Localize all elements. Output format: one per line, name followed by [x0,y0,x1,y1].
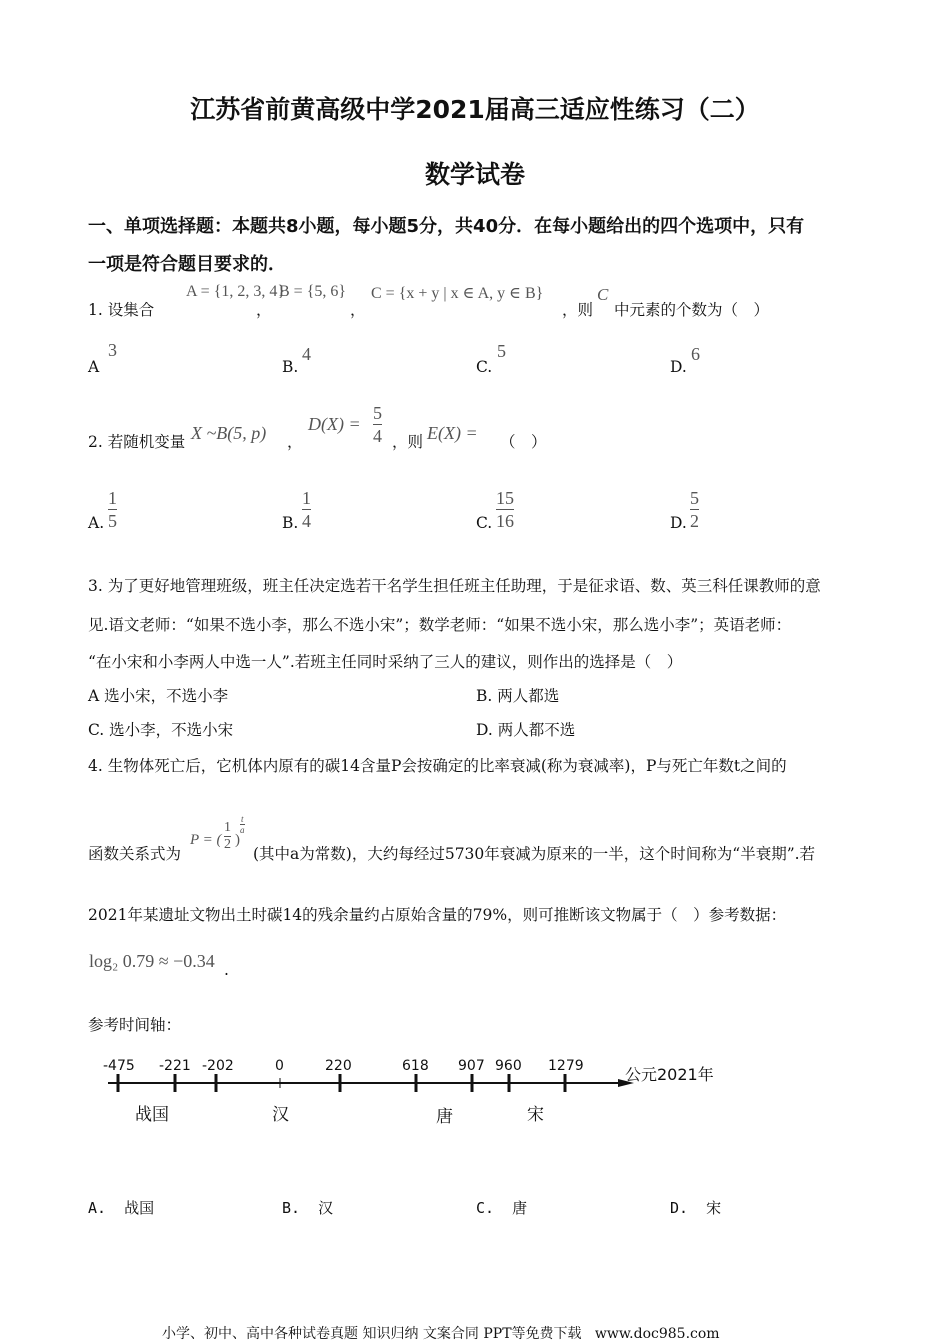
q4-option-c-text: 唐 [512,1199,528,1217]
q2-expectation: E(X) = [427,423,478,443]
q2-option-c-den: 16 [496,511,514,531]
q2-option-c-fraction [496,487,514,532]
q4-formula-den: 2 [224,837,231,852]
q4-line2-suffix: (其中a为常数)，大约每经过5730年衰减为原来的一半，这个时间称为“半衰期”.若 [253,845,816,863]
q4-option-a-label: A. [88,1199,107,1217]
q4-reference-dot: . [224,961,229,979]
footer [162,1323,720,1343]
q4-option-a[interactable] [88,1197,154,1218]
q4-option-b[interactable] [282,1197,333,1218]
q4-timeline-label: 参考时间轴： [88,1016,182,1034]
q4-option-d-text: 宋 [706,1199,722,1217]
exam-title: 江苏省前黄高级中学2021届高三适应性练习（二） [190,95,760,124]
q2-option-a-num: 1 [108,488,117,508]
timeline-tick-label: 220 [325,1058,352,1074]
q1-sep-2: ， [350,301,366,319]
exam-subtitle: 数学试卷 [424,160,525,189]
q3-option-d[interactable]: D. 两人都不选 [476,721,576,739]
q2-option-d-label[interactable]: D. [670,514,687,532]
q1-then: ，则 [562,301,594,319]
q3-line2: 见.语文老师：“如果不选小李，那么不选小宋”；数学老师：“如果不选小宋，那么选小李”；英语老师： [88,616,792,634]
q3-option-c[interactable]: C. 选小李，不选小宋 [88,721,234,739]
q2-variance-fraction [373,402,382,447]
q2-option-a-label[interactable]: A. [88,514,105,532]
q4-formula-close: ) [235,832,240,848]
q2-distribution: X ~B(5, p) [191,423,267,443]
q4-option-a-text: 战国 [124,1199,155,1217]
q4-line1: 4. 生物体死亡后，它机体内原有的碳14含量P会按确定的比率衰减(称为衰减率)，P与死亡年数t之间的 [88,757,787,775]
q3-line1: 3. 为了更好地管理班级，班主任决定选若干名学生担任班主任助理，于是征求语、数、英三科任课教师的意 [88,577,821,595]
q2-tail: （ ） [500,433,547,451]
q2-then: ，则 [392,433,424,451]
q2-option-d-num: 5 [690,488,699,508]
q4-option-d[interactable] [670,1197,721,1218]
timeline-tick-label: -475 [103,1058,135,1074]
q2-option-b-den: 4 [302,511,311,531]
q1-set-c: C = {x + y | x ∈ A, y ∈ B} [371,285,544,302]
q4-option-b-label: B. [282,1199,301,1217]
timeline-era-tang: 唐 [436,1107,453,1127]
q2-option-b-fraction [302,487,311,532]
q1-option-a-label[interactable]: A [88,358,100,376]
q2-variance-denominator: 4 [373,426,382,446]
q3-line3: “在小宋和小李两人中选一人”.若班主任同时采纳了三人的建议，则作出的选择是（ ） [88,653,683,671]
q1-option-b-value: 4 [302,344,311,364]
footer-url[interactable]: www.doc985.com [594,1326,720,1342]
q1-option-b-label[interactable]: B. [282,358,299,376]
timeline-end-label: 公元2021年 [625,1065,714,1084]
q2-option-d-fraction [690,487,699,532]
q4-formula-p: P = ( [190,832,222,848]
q4-exp-t: t [240,814,244,824]
q4-line2-prefix: 函数关系式为 [88,845,182,863]
q1-option-d-value: 6 [691,344,700,364]
q1-c: C [597,285,609,304]
section-heading-line2: 一项是符合题目要求的． [88,254,286,275]
timeline-tick-label: 907 [458,1058,485,1074]
q1-set-b: B = {5, 6} [279,283,347,300]
q4-formula-num: 1 [224,820,231,835]
reference-timeline [0,1050,950,1130]
timeline-era-han: 汉 [272,1105,289,1125]
q1-option-c-value: 5 [497,341,506,361]
q2-option-c-label[interactable]: C. [476,514,493,532]
timeline-tick-label: 0 [275,1058,284,1074]
q4-exp-a: a [240,825,245,835]
q2-option-d-den: 2 [690,511,699,531]
q1-set-a: A = {1, 2, 3, 4} [186,283,286,300]
q2-option-b-num: 1 [302,488,311,508]
timeline-tick-label: -221 [159,1058,191,1074]
q2-option-b-label[interactable]: B. [282,514,299,532]
q1-option-d-label[interactable]: D. [670,358,687,376]
q1-sep-1: ， [256,301,272,319]
q2-sep: ， [287,433,303,451]
q1-option-a-value: 3 [108,340,117,360]
q1-option-c-label[interactable]: C. [476,358,493,376]
q3-option-b[interactable]: B. 两人都选 [476,687,560,705]
q4-formula-fraction [224,820,231,853]
q4-option-c-label: C. [476,1199,495,1217]
q4-option-c[interactable] [476,1197,527,1218]
q1-prefix: 1. 设集合 [88,301,155,319]
q4-option-d-label: D. [670,1199,689,1217]
footer-text: 小学、初中、高中各种试卷真题 知识归纳 文案合同 PPT等免费下载 [162,1326,582,1342]
q2-prefix: 2. 若随机变量 [88,433,186,451]
q1-tail: 中元素的个数为（ ） [614,301,770,319]
timeline-tick-label: 960 [495,1058,522,1074]
timeline-tick-label: -202 [202,1058,234,1074]
q4-reference-math: log₂ 0.79 ≈ −0.34 [89,951,215,971]
q2-option-a-fraction [108,487,117,532]
section-heading-line1: 一、单项选择题：本题共8小题，每小题5分，共40分．在每小题给出的四个选项中，只有 [88,216,805,237]
timeline-era-song: 宋 [527,1105,544,1125]
q3-option-a[interactable]: A 选小宋，不选小李 [88,687,229,705]
q2-variance-numerator: 5 [373,403,382,423]
q4-option-b-text: 汉 [318,1199,334,1217]
q2-variance: D(X) = [308,414,361,434]
q2-option-a-den: 5 [108,511,117,531]
timeline-tick-label: 618 [402,1058,429,1074]
timeline-era-warring-states: 战国 [135,1105,169,1125]
q4-formula-exponent [240,814,245,835]
q4-line3: 2021年某遗址文物出土时碳14的残余量约占原始含量的79%，则可推断该文物属于（ ）参考数据： [88,906,787,924]
timeline-tick-label: 1279 [548,1058,584,1074]
q2-option-c-num: 15 [496,488,514,508]
